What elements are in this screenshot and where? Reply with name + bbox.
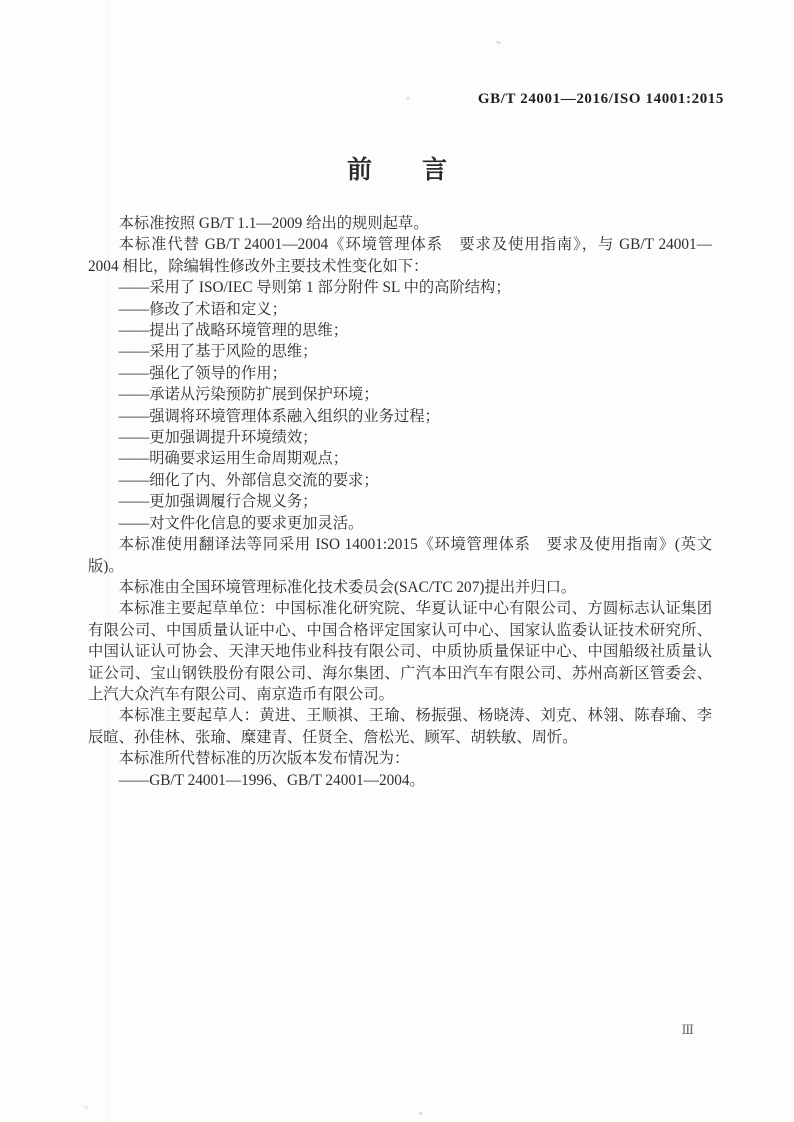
standard-number-header: GB/T 24001—2016/ISO 14001:2015	[477, 91, 724, 107]
scan-speck	[419, 1112, 422, 1115]
scan-speck	[84, 1105, 90, 1110]
change-item: ——采用了 ISO/IEC 导则第 1 部分附件 SL 中的高阶结构；	[118, 279, 511, 297]
paragraph-drafters: 本标准主要起草人：黄进、王顺祺、王瑜、杨振强、杨晓涛、刘克、林翎、陈春瑜、李辰暄、孙佳林、张瑜、糜建青、任贤全、詹松光、顾军、胡轶敏、周忻。	[88, 707, 712, 746]
paragraph-history-versions: ——GB/T 24001—1996、GB/T 24001—2004。	[118, 771, 425, 789]
change-item: ——修改了术语和定义；	[118, 300, 287, 318]
paragraph-replacement-intro: 本标准代替 GB/T 24001—2004《环境管理体系 要求及使用指南》，与 GB/T 24001—2004 相比，除编辑性修改外主要技术性变化如下：	[88, 236, 712, 275]
scan-speck	[496, 40, 502, 45]
change-item: ——强化了领导的作用；	[118, 364, 287, 382]
page-number: Ⅲ	[681, 1022, 694, 1037]
scan-speck	[406, 97, 411, 101]
change-item: ——更加强调提升环境绩效；	[118, 429, 318, 447]
page-title: 前 言	[346, 156, 447, 184]
change-item: ——提出了战略环境管理的思维；	[118, 322, 349, 340]
paragraph-history-intro: 本标准所代替标准的历次版本发布情况为：	[118, 750, 410, 768]
paragraph-translation-note: 本标准使用翻译法等同采用 ISO 14001:2015《环境管理体系 要求及使用指南》(英文版)。	[88, 536, 712, 575]
paragraph-drafting-rule: 本标准按照 GB/T 1.1—2009 给出的规则起草。	[118, 215, 429, 232]
change-item: ——细化了内、外部信息交流的要求；	[118, 471, 379, 489]
change-item: ——对文件化信息的要求更加灵活。	[118, 514, 364, 532]
change-item: ——承诺从污染预防扩展到保护环境；	[118, 386, 379, 404]
change-item: ——强调将环境管理体系融入组织的业务过程；	[118, 407, 440, 425]
change-item: ——更加强调履行合规义务；	[118, 493, 318, 511]
change-item: ——采用了基于风险的思维；	[118, 343, 318, 361]
paragraph-drafting-orgs: 本标准主要起草单位：中国标准化研究院、华夏认证中心有限公司、方圆标志认证集团有限公司、中国质量认证中心、中国合格评定国家认可中心、国家认监委认证技术研究所、中国认证认可协会、天津天地伟业科技有限公司、中质协质量保证中心、中国船级社质量认证公司、宝山钢铁股份有限公司、海尔集团、广汽本田汽车有限公司、苏州高新区管委会、上汽大众汽车有限公司、南京造币有限公司。	[88, 600, 712, 703]
change-item: ——明确要求运用生命周期观点；	[118, 450, 349, 468]
foreword-content	[88, 213, 712, 791]
paragraph-committee: 本标准由全国环境管理标准化技术委员会(SAC/TC 207)提出并归口。	[118, 578, 577, 596]
